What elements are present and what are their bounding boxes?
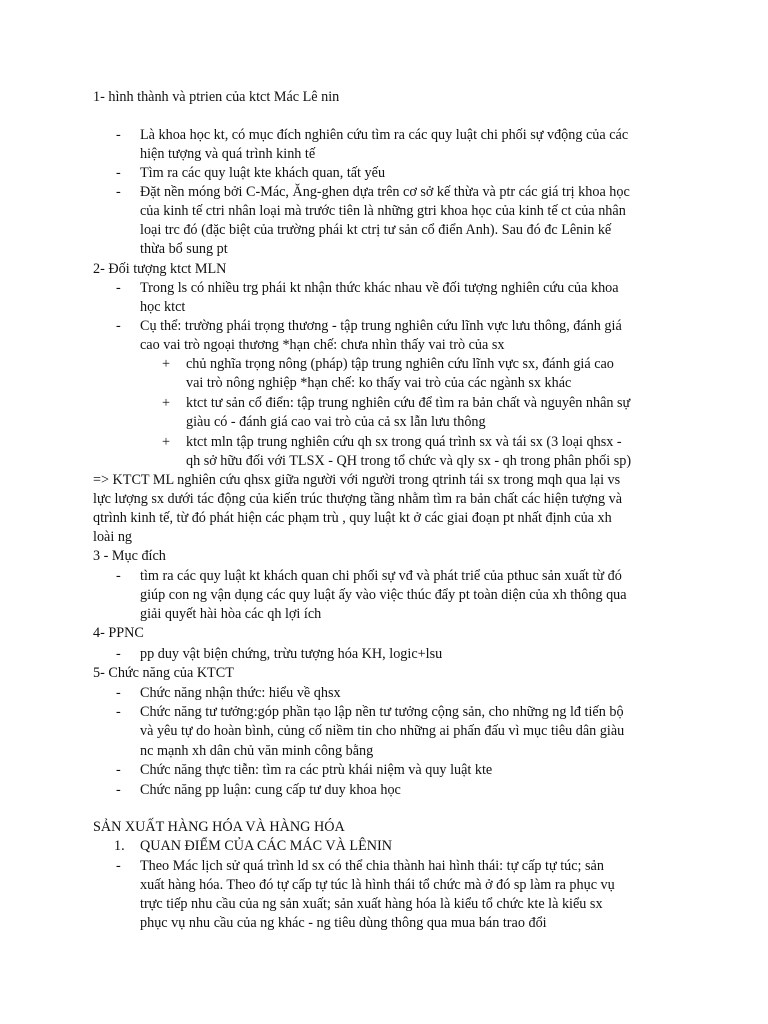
text-line: Chức năng thực tiễn: tìm ra các ptrù khái niệm và quy luật kte: [140, 762, 493, 778]
text-line: lực lượng sx dưới tác động của kiến trúc thượng tầng nhằm tìm ra bản chất các hiện tượng và: [93, 491, 623, 507]
text-line: loài ng: [93, 529, 133, 545]
text-line: giúp con ng vận dụng các quy luật ấy vào việc thúc đẩy pt toàn diện của xh thông qua: [140, 587, 627, 603]
text-line: ktct mln tập trung nghiên cứu qh sx trong quá trình sx và tái sx (3 loại qhsx -: [186, 434, 622, 450]
text-line: giàu có - đánh giá cao vai trò của cả sx lẫn lưu thông: [186, 414, 486, 430]
bullet-marker: -: [116, 184, 121, 200]
bullet-marker: -: [116, 127, 121, 143]
text-line: qh sở hữu đối với TLSX - QH trong tổ chức và qly sx - qh trong phân phối sp): [186, 453, 632, 469]
bullet-marker: -: [116, 782, 121, 798]
text-line: trực tiếp nhu cầu của ng sản xuất; sản xuất hàng hóa là kiểu tổ chức kte là kiểu sx: [140, 896, 603, 912]
section-heading: 1- hình thành và ptrien của ktct Mác Lê nin: [93, 89, 340, 105]
bullet-marker: -: [116, 318, 121, 334]
text-line: Tìm ra các quy luật kte khách quan, tất yếu: [140, 165, 386, 181]
text-line: học ktct: [140, 299, 186, 315]
text-line: tìm ra các quy luật kt khách quan chi phối sự vđ và phát triể của pthuc sản xuất từ đó: [140, 568, 622, 584]
text-line: Trong ls có nhiều trg phái kt nhận thức khác nhau về đối tượng nghiên cứu của khoa: [140, 280, 619, 296]
text-line: Chức năng pp luận: cung cấp tư duy khoa học: [140, 782, 401, 798]
text-line: Theo Mác lịch sử quá trình ld sx có thể chia thành hai hình thái: tự cấp tự túc; sản: [140, 858, 604, 874]
text-line: ktct tư sản cổ điển: tập trung nghiên cứu để tìm ra bản chất và nguyên nhân sự: [186, 395, 631, 411]
bullet-marker: -: [116, 762, 121, 778]
text-line: Chức năng tư tưởng:góp phần tạo lập nền tư tưởng cộng sản, cho những ng lđ tiến bộ: [140, 704, 624, 720]
bullet-marker: -: [116, 685, 121, 701]
text-line: thừa bổ sung pt: [140, 241, 228, 257]
text-line: pp duy vật biện chứng, trừu tượng hóa KH, logic+lsu: [140, 646, 443, 662]
plus-marker: +: [162, 356, 171, 372]
text-line: hiện tượng và quá trình kinh tế: [140, 146, 316, 162]
text-line: => KTCT ML nghiên cứu qhsx giữa người với người trong qtrinh tái sx trong mqh qua lại vs: [93, 472, 621, 488]
text-line: cao vai trò ngoại thương *hạn chế: chưa nhìn thấy vai trò của sx: [140, 337, 505, 353]
section-heading: 4- PPNC: [93, 625, 144, 641]
text-line: Cụ thể: trường phái trọng thương - tập trung nghiên cứu lĩnh vực lưu thông, đánh giá: [140, 318, 622, 334]
bullet-marker: -: [116, 646, 121, 662]
bullet-marker: -: [116, 568, 121, 584]
text-line: qtrình kinh tế, từ đó phát hiện các phạm trù , quy luật kt ở các giai đoạn pt nhất định của xh: [93, 510, 612, 526]
bullet-marker: -: [116, 858, 121, 874]
section-heading: 5- Chức năng của KTCT: [93, 665, 234, 681]
text-line: giải quyết hài hòa các qh lợi ích: [140, 606, 322, 622]
section-heading: 3 - Mục đích: [93, 548, 166, 564]
text-line: của kinh tế ctri nhân loại mà trước tiên là những gtri khoa học của kinh tế ct của nhân: [140, 203, 626, 219]
text-line: và yêu tự do hoàn bình, củng cố niềm tin cho những ai phấn đấu vì mục tiêu dân giàu: [140, 723, 625, 739]
plus-marker: +: [162, 395, 171, 411]
text-line: loại trc đó (đặc biệt của trường phái kt ctrị tư sản cổ điển Anh). Sau đó đc Lênin kế: [140, 222, 612, 238]
text-line: chủ nghĩa trọng nông (pháp) tập trung nghiên cứu lĩnh vực sx, đánh giá cao: [186, 356, 614, 372]
text-line: vai trò nông nghiệp *hạn chế: ko thấy vai trò của các ngành sx khác: [186, 375, 572, 391]
list-number: 1.: [114, 838, 125, 854]
bullet-marker: -: [116, 280, 121, 296]
plus-marker: +: [162, 434, 171, 450]
text-line: nc mạnh xh dân chủ văn minh công bằng: [140, 743, 374, 759]
text-line: QUAN ĐIỂM CỦA CÁC MÁC VÀ LÊNIN: [140, 838, 392, 854]
text-line: phục vụ nhu cầu của ng khác - ng tiêu dùng thông qua mua bán trao đổi: [140, 915, 547, 931]
section-heading: SẢN XUẤT HÀNG HÓA VÀ HÀNG HÓA: [93, 819, 345, 835]
text-line: xuất hàng hóa. Theo đó tự cấp tự túc là hình thái tổ chức mà ở đó sp làm ra phục vụ: [140, 877, 615, 893]
text-line: Là khoa học kt, có mục đích nghiên cứu tìm ra các quy luật chi phối sự vđộng của các: [140, 127, 629, 143]
text-line: Đặt nền móng bởi C-Mác, Ăng-ghen dựa trên cơ sở kế thừa và ptr các giá trị khoa học: [140, 184, 630, 200]
bullet-marker: -: [116, 704, 121, 720]
text-line: Chức năng nhận thức: hiểu về qhsx: [140, 685, 341, 701]
bullet-marker: -: [116, 165, 121, 181]
section-heading: 2- Đối tượng ktct MLN: [93, 261, 227, 277]
